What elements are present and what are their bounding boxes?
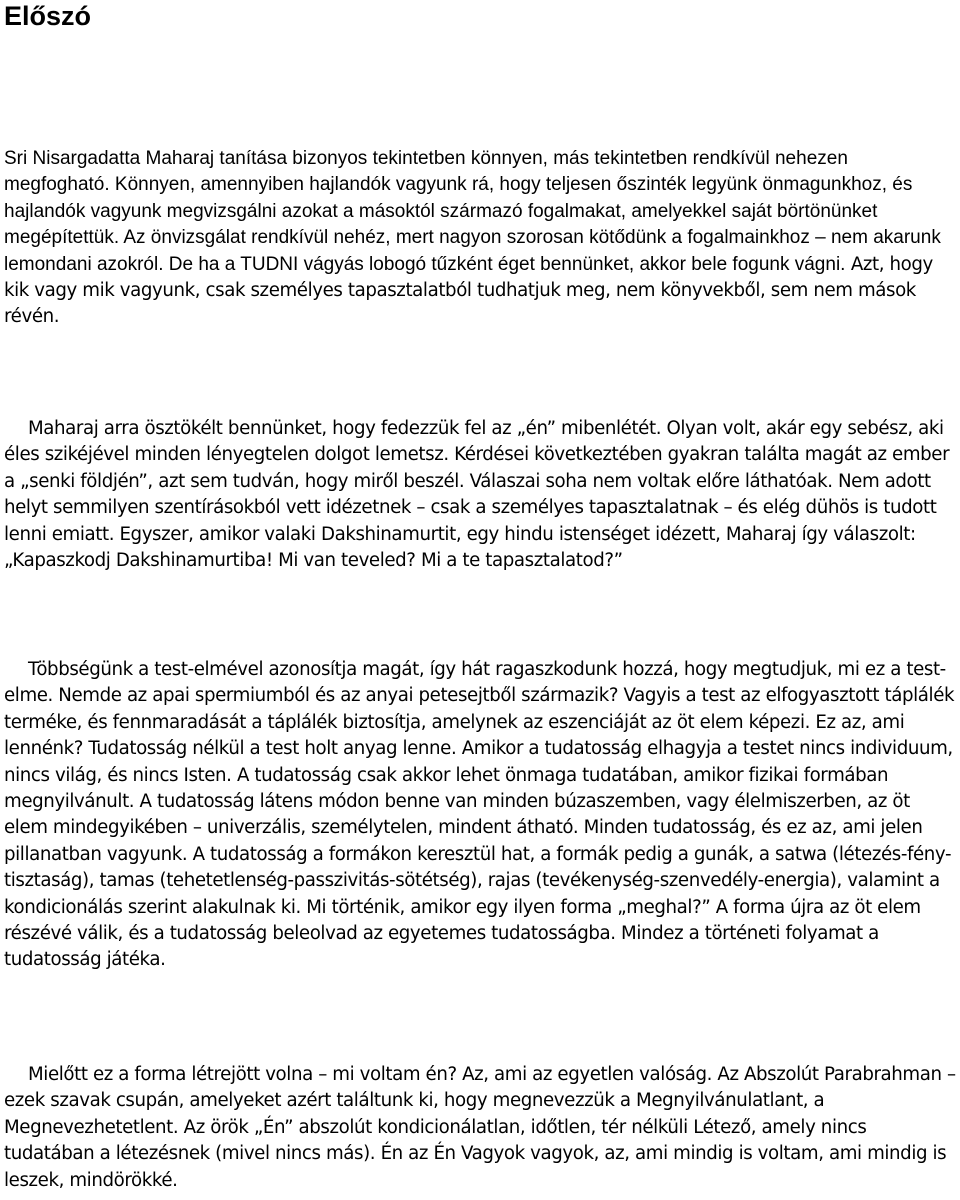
paragraph-4: Mielőtt ez a forma létrejött volna – mi voltam én? Az, ami az egyetlen valóság. Az Abszolút Parabrahman – ezek szavak csupán, amelyeket azért találtunk ki, hogy megnevezzük a Megnyilvánulatlant, a Megnevezhetetlent. Az örök „Én” abszolút kondicionálatlan, időtlen, tér nélküli Létező, amely nincs tudatában a létezésnek (mivel nincs más). Én az Én Vagyok vagyok, az, ami mindig is voltam, ami mindig is leszek, mindörökké. <box>4 1064 956 1191</box>
paragraph-3: Többségünk a test-elmével azonosítja magát, így hát ragaszkodunk hozzá, hogy megtudjuk, mi ez a test-elme. Nemde az apai spermiumból és az anyai petesejtből származik? Vagyis a test az elfogyasztott táplálék terméke, és fennmaradását a táplálék biztosítja, amelynek az eszenciáját az öt elem képezi. Ez az, ami lennénk? Tudatosság nélkül a test holt anyag lenne. Amikor a tudatosság elhagyja a testet nincs individuum, nincs világ, és nincs Isten. A tudatosság csak akkor lehet önmaga tudatában, amikor fizikai formában megnyilvánult. A tudatosság látens módon benne van minden búzaszemben, vagy élelmiszerben, az öt elem mindegyikében – univerzális, személytelen, mindent átható. Minden tudatosság, és ez az, ami jelen pillanatban vagyunk. A tudatosság a formákon keresztül hat, a formák pedig a gunák, a satwa (létezés-fény-tisztaság), tamas (tehetetlenség-passzivitás-sötétség), rajas (tevékenység-szenvedély-energia), valamint a kondicionálás szerint alakulnak ki. Mi történik, amikor egy ilyen forma „meghal?” A forma újra az öt elem részévé válik, és a tudatosság beleolvad az egyetemes tudatosságba. Mindez a történeti folyamat a tudatosság játéka. <box>4 659 955 971</box>
paragraph-2: Maharaj arra ösztökélt bennünket, hogy fedezzük fel az „én” mibenlétét. Olyan volt, akár egy sebész, aki éles szikéjével minden lényegtelen dolgot lemetsz. Kérdései következtében gyakran találta magát az ember a „senki földjén”, azt sem tudván, hogy miről beszél. Válaszai soha nem voltak előre láthatóak. Nem adott helyt semmilyen szentírásokból vett idézetnek – csak a személyes tapasztalatnak – és elég dühös is tudott lenni emiatt. Egyszer, amikor valaki Dakshinamurtit, egy hindu istenséget idézett, Maharaj így válaszolt: „Kapaszkodj Dakshinamurtiba! Mi van teveled? Mi a te tapasztalatod?” <box>4 418 950 572</box>
paragraph-1 <box>4 146 956 331</box>
page-title: Előszó <box>4 1 92 31</box>
paragraph-1-text: Sri Nisargadatta Maharaj tanítása bizonyos tekintetben könnyen, más tekintetben rendkívül nehezen megfogható. Könnyen, amennyiben hajlandók vagyunk rá, hogy teljesen őszinték legyünk önmagunkhoz, és hajlandók vagyunk megvizsgálni azokat a másoktól származó fogalmakat, amelyekkel saját börtönünket megépítettük. Az önvizsgálat rendkívül nehéz, mert nagyon szorosan kötődünk a fogalmainkhoz – nem akarunk lemondani azokról. De ha a TUDNI vágyás lobogó tűzként éget bennünket, akkor bele fogunk vágni. <box>4 148 941 275</box>
paragraph-1-text-end: Azt, hogy kik vagy mik vagyunk, csak személyes tapasztalatból tudhatjuk meg, nem könyvekből, sem nem mások révén. <box>4 253 933 328</box>
